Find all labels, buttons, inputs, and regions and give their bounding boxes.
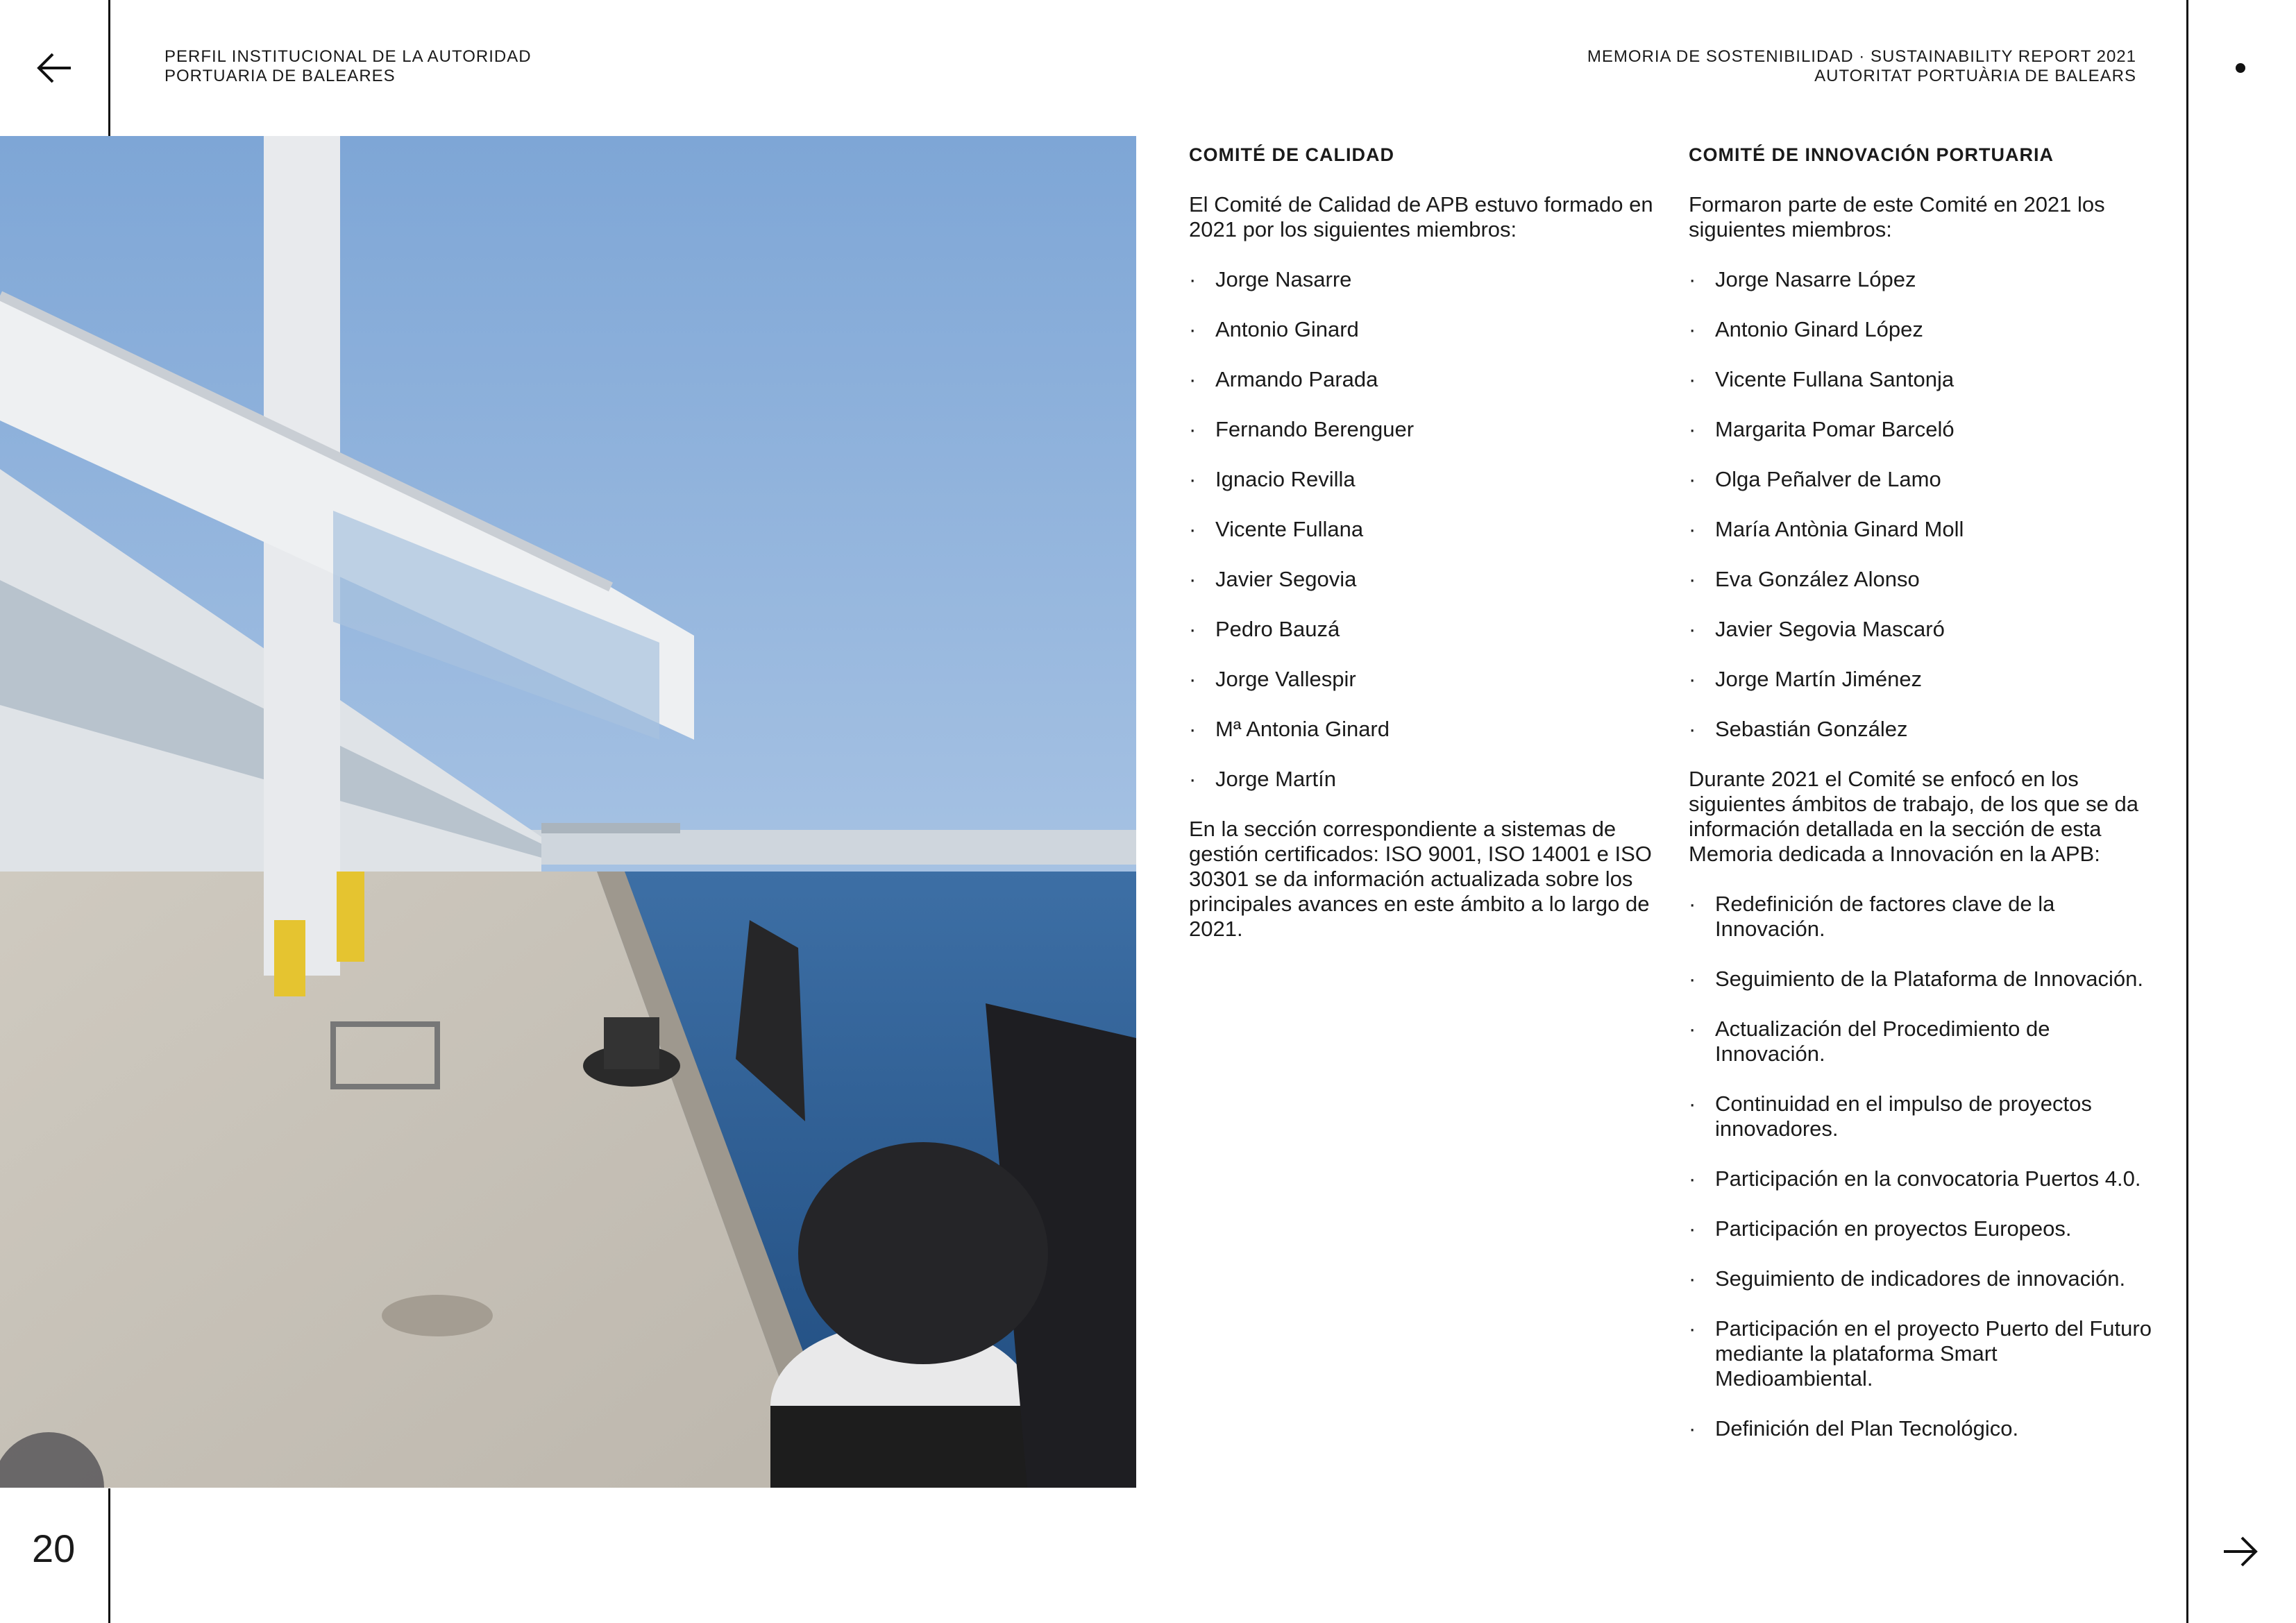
list-item: · Ignacio Revilla xyxy=(1189,467,1654,492)
section-title xyxy=(164,47,532,86)
list-item: · Jorge Vallespir xyxy=(1189,667,1654,692)
report-title-line1: MEMORIA DE SOSTENIBILIDAD · SUSTAINABILITY REPORT 2021 xyxy=(1587,47,2136,66)
list-item: · Javier Segovia xyxy=(1189,567,1654,592)
list-item: · Jorge Martín Jiménez xyxy=(1689,667,2154,692)
list-item: · Antonio Ginard López xyxy=(1689,317,2154,342)
list-item: · Olga Peñalver de Lamo xyxy=(1689,467,2154,492)
list-item: · Jorge Martín xyxy=(1189,767,1654,792)
next-button[interactable] xyxy=(2221,1532,2260,1571)
list-item: · Pedro Bauzá xyxy=(1189,617,1654,642)
arrow-right-icon xyxy=(2221,1532,2260,1571)
list-item: · Vicente Fullana xyxy=(1189,517,1654,542)
list-item: · Javier Segovia Mascaró xyxy=(1689,617,2154,642)
list-item: · Participación en el proyecto Puerto del Futuro mediante la plataforma Smart Medioambiental. xyxy=(1689,1316,2154,1391)
innovation-committee-intro: Formaron parte de este Comité en 2021 los siguientes miembros: xyxy=(1689,192,2105,241)
list-item: · Seguimiento de la Plataforma de Innovación. xyxy=(1689,967,2154,992)
menu-dot-icon[interactable] xyxy=(2236,63,2245,73)
innovation-committee-members xyxy=(1689,267,2154,742)
list-item: · Definición del Plan Tecnológico. xyxy=(1689,1416,2154,1441)
list-item: · Participación en la convocatoria Puertos 4.0. xyxy=(1689,1166,2154,1191)
list-item: · Jorge Nasarre López xyxy=(1689,267,2154,292)
list-item: · Mª Antonia Ginard xyxy=(1189,717,1654,742)
left-divider-bottom xyxy=(108,1488,110,1623)
right-divider xyxy=(2186,0,2188,1623)
quality-committee-closing: En la sección correspondiente a sistemas de gestión certificados: ISO 9001, ISO 14001 e ISO 30301 se da información actualizada sobre los principales avances en este ámbito a lo largo de 2021. xyxy=(1189,817,1652,941)
list-item: · Redefinición de factores clave de la Innovación. xyxy=(1689,892,2154,942)
innovation-committee-column xyxy=(1689,142,2154,1466)
report-title-line2: AUTORITAT PORTUÀRIA DE BALEARS xyxy=(1814,67,2136,85)
back-button[interactable] xyxy=(35,49,74,87)
port-dock-photo xyxy=(0,136,1136,1488)
innovation-committee-heading: COMITÉ DE INNOVACIÓN PORTUARIA xyxy=(1689,144,2054,165)
list-item: · Jorge Nasarre xyxy=(1189,267,1654,292)
quality-committee-members xyxy=(1189,267,1654,792)
quality-committee-heading: COMITÉ DE CALIDAD xyxy=(1189,144,1394,165)
list-item: · María Antònia Ginard Moll xyxy=(1689,517,2154,542)
list-item: · Seguimiento de indicadores de innovación. xyxy=(1689,1266,2154,1291)
section-title-line2: PORTUARIA DE BALEARES xyxy=(164,67,396,85)
report-title xyxy=(1587,47,2136,86)
list-item: · Sebastián González xyxy=(1689,717,2154,742)
left-divider-top xyxy=(108,0,110,136)
list-item: · Participación en proyectos Europeos. xyxy=(1689,1216,2154,1241)
list-item: · Eva González Alonso xyxy=(1689,567,2154,592)
list-item: · Margarita Pomar Barceló xyxy=(1689,417,2154,442)
list-item: · Continuidad en el impulso de proyectos innovadores. xyxy=(1689,1091,2154,1141)
quality-committee-column xyxy=(1189,142,1654,967)
innovation-focus-intro: Durante 2021 el Comité se enfocó en los siguientes ámbitos de trabajo, de los que se da información detallada en la sección de esta Memoria dedicada a Innovación en la APB: xyxy=(1689,767,2138,866)
list-item: · Actualización del Procedimiento de Innovación. xyxy=(1689,1017,2154,1067)
list-item: · Antonio Ginard xyxy=(1189,317,1654,342)
list-item: · Armando Parada xyxy=(1189,367,1654,392)
innovation-focus-list xyxy=(1689,892,2154,1441)
list-item: · Vicente Fullana Santonja xyxy=(1689,367,2154,392)
list-item: · Fernando Berenguer xyxy=(1189,417,1654,442)
quality-committee-intro: El Comité de Calidad de APB estuvo formado en 2021 por los siguientes miembros: xyxy=(1189,192,1653,241)
section-title-line1: PERFIL INSTITUCIONAL DE LA AUTORIDAD xyxy=(164,47,532,66)
page-number: 20 xyxy=(32,1527,76,1570)
arrow-left-icon xyxy=(35,49,74,87)
